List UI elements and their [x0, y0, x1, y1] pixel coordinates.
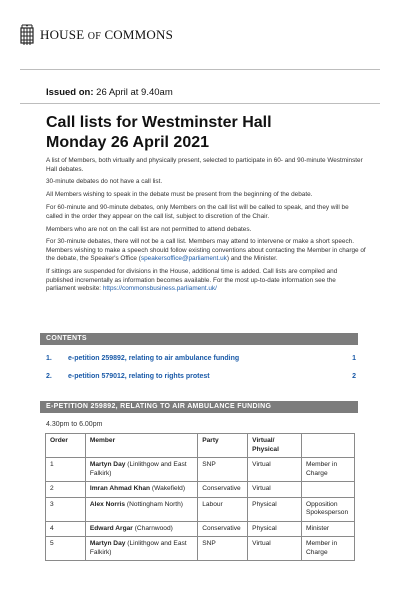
house-name: HOUSE OF COMMONS [40, 27, 174, 42]
col-role [301, 434, 354, 458]
toc-item-1[interactable]: 1. e-petition 259892, relating to air ambulance funding 1 [46, 355, 356, 362]
table-row: 5 Martyn Day (Linlithgow and East Falkirk) SNP Virtual Member in Charge [46, 537, 355, 561]
page-title: Call lists for Westminster Hall Monday 26 April 2021 [46, 114, 272, 151]
table-header-row [46, 434, 355, 458]
section-heading: E-PETITION 259892, RELATING TO AIR AMBULANCE FUNDING [40, 401, 358, 413]
call-list-table [45, 433, 355, 561]
col-party: Party [198, 434, 248, 458]
table-row: 2 Imran Ahmad Khan (Wakefield) Conservative Virtual [46, 482, 355, 498]
table-row: 3 Alex Norris (Nottingham North) Labour Physical Opposition Spokesperson [46, 497, 355, 521]
issued-line: Issued on: 26 April at 9.40am [46, 87, 173, 98]
table-row: 1 Martyn Day (Linlithgow and East Falkirk) SNP Virtual Member in Charge [46, 458, 355, 482]
commons-business-link[interactable]: https://commonsbusiness.parliament.uk/ [102, 285, 217, 293]
issued-divider [20, 103, 380, 104]
contents-heading: CONTENTS [40, 333, 358, 345]
col-member: Member [85, 434, 197, 458]
portcullis-icon [20, 24, 34, 46]
issued-date: 26 April at 9.40am [96, 87, 173, 98]
house-of-commons-logo [20, 22, 173, 48]
intro-text: A list of Members, both virtually and physically present, selected to participate in 60- and 90-minute Westminster Hall debates. 30-minute debates do not have a call list. All Members wishing to speak in the debate must be present from the beginning of the debate. For 60-minute and 90-minute debates, only Members on the call list will be called to speak, and they will be called in the order they appear on the call list, subject to discretion of the Chair. Members who are not on the call list are not permitted to attend debates. For 30-minute debates, there will not be a call list. Members may attend to intervene or make a short speech. Members wishing to make a speech should follow existing conventions about contacting the Member in charge of the debate, the Speaker's Office (speakersoffice@parliament.uk) and the Minister. If sittings are suspended for divisions in the House, additional time is added. Call lists are compiled and published incrementally as information becomes available. For the most up-to-date information see the parliament website: https://commonsbusiness.parliament.uk/ [46, 157, 366, 293]
debate-time: 4.30pm to 6.00pm [46, 421, 103, 428]
table-row: 4 Edward Argar (Charnwood) Conservative Physical Minister [46, 521, 355, 537]
speakers-office-email-link[interactable]: speakersoffice@parliament.uk [140, 255, 227, 263]
col-order: Order [46, 434, 86, 458]
toc-item-2[interactable]: 2. e-petition 579012, relating to rights protest 2 [46, 373, 356, 380]
col-virtual-physical: Virtual/ Physical [248, 434, 302, 458]
header-divider [20, 69, 380, 70]
